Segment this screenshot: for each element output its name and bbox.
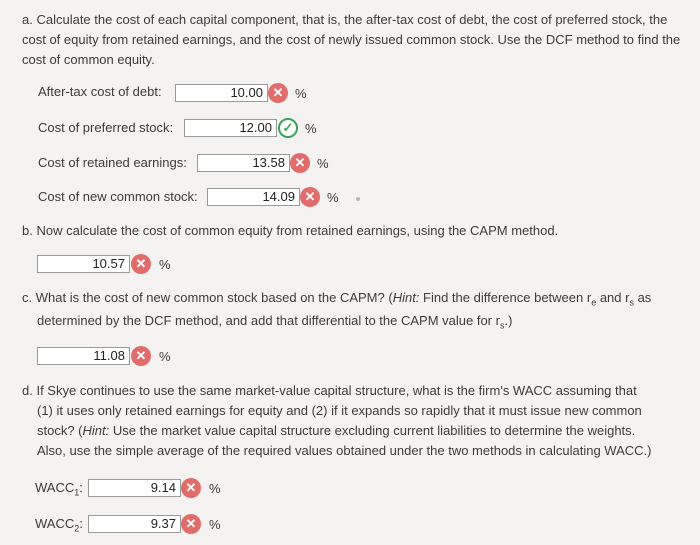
part-d-line3-a: stock? ( [37, 423, 83, 438]
part-c-text-3: and r [596, 290, 630, 305]
part-a-prefix: a. [22, 12, 33, 27]
part-d-line1: If Skye continues to use the same market-value capital structure, what is the firm's WACC assuming that [36, 383, 637, 398]
re-subscript: e [591, 297, 597, 308]
unit-label: % [305, 121, 317, 136]
wacc2-input[interactable]: 9.37 [88, 515, 181, 533]
rs-subscript: s [629, 297, 634, 308]
unit-label: % [317, 156, 329, 171]
wacc1-input[interactable]: 9.14 [88, 479, 181, 497]
wacc2-label-text: WACC [35, 516, 75, 531]
rs-subscript: s [499, 320, 505, 331]
part-d-question [22, 381, 694, 401]
check-circle-icon: ✓ [278, 118, 298, 138]
part-b-question [22, 221, 692, 241]
part-c-text-1: What is the cost of new common stock based on the CAPM? ( [35, 290, 393, 305]
cost-of-preferred-stock-input[interactable]: 12.00 [184, 119, 277, 137]
part-c-text-2: Find the difference between r [419, 290, 592, 305]
cost-of-retained-earnings-label: Cost of retained earnings: [38, 155, 187, 170]
part-c-line2-a: determined by the DCF method, and add that differential to the CAPM value for r [37, 313, 500, 328]
part-c-hint: Hint: [392, 290, 420, 305]
wacc2-colon: : [79, 516, 83, 531]
part-d-line2: (1) it uses only retained earnings for equity and (2) if it expands so rapidly that it must issue new common [37, 403, 642, 418]
capm-cost-of-equity-input[interactable]: 10.57 [37, 255, 130, 273]
unit-label: % [295, 86, 307, 101]
cost-of-retained-earnings-input[interactable]: 13.58 [197, 154, 290, 172]
part-d-line4: Also, use the simple average of the required values obtained under the two methods in calculating WACC.) [37, 443, 652, 458]
x-circle-icon: ✕ [131, 346, 151, 366]
wacc1-colon: : [79, 480, 83, 495]
part-d-line3-b: Use the market value capital structure excluding current liabilities to determine the weights. [109, 423, 636, 438]
x-circle-icon: ✕ [131, 254, 151, 274]
after-tax-cost-of-debt-input[interactable]: 10.00 [175, 84, 268, 102]
wacc2-subscript: 2 [74, 523, 80, 534]
unit-label: % [159, 257, 171, 272]
part-b-prefix: b. [22, 223, 33, 238]
part-c-line2-b: .) [504, 313, 513, 328]
cost-of-preferred-stock-label: Cost of preferred stock: [38, 120, 174, 135]
part-b-text: Now calculate the cost of common equity from retained earnings, using the CAPM method. [36, 223, 559, 238]
cost-of-new-common-stock-label: Cost of new common stock: [38, 189, 198, 204]
part-d-line3 [37, 421, 697, 441]
capm-new-common-stock-input[interactable]: 11.08 [37, 347, 130, 365]
part-a-question [22, 10, 692, 70]
part-a-text: Calculate the cost of each capital component, that is, the after-tax cost of debt, the cost of preferred stock, the cost of equity from retained earnings, and the cost of newly issued common stock. Use the DCF method to find the cost of common equity. [22, 12, 681, 67]
part-c-prefix: c. [22, 290, 33, 305]
x-circle-icon: ✕ [300, 187, 320, 207]
unit-label: % [159, 349, 171, 364]
wacc1-subscript: 1 [74, 487, 80, 498]
cost-of-new-common-stock-input[interactable]: 14.09 [207, 188, 300, 206]
x-circle-icon: ✕ [181, 514, 201, 534]
wacc1-label-text: WACC [35, 480, 75, 495]
unit-label: % [327, 190, 339, 205]
part-c-question [22, 288, 692, 313]
part-d-prefix: d. [22, 383, 33, 398]
part-c-question-line2 [37, 311, 687, 336]
after-tax-cost-of-debt-label: After-tax cost of debt: [38, 84, 162, 99]
unit-label: % [209, 481, 221, 496]
x-circle-icon: ✕ [290, 153, 310, 173]
x-circle-icon: ✕ [181, 478, 201, 498]
part-d-hint: Hint: [82, 423, 110, 438]
part-c-text-4: as [633, 290, 652, 305]
dot-marker [356, 197, 360, 201]
wacc1-label [35, 480, 83, 498]
unit-label: % [209, 517, 221, 532]
x-circle-icon: ✕ [268, 83, 288, 103]
wacc2-label [35, 516, 83, 534]
